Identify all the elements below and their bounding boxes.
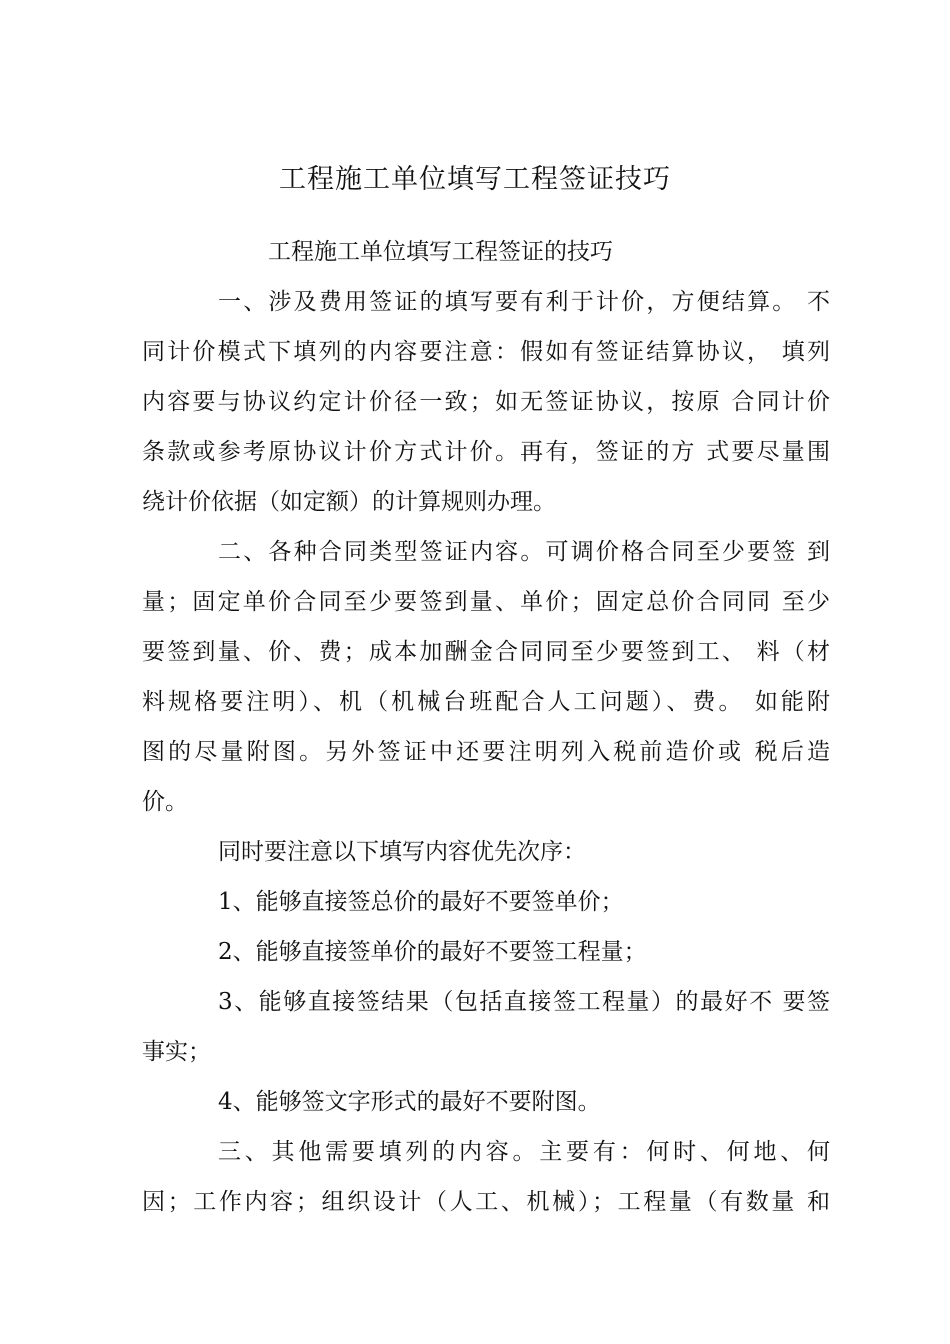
paragraph-line: 要签到量、价、费；成本加酬金合同同至少要签到工、 料（材 — [142, 639, 830, 665]
list-item: 3、能够直接签结果（包括直接签工程量）的最好不 要签 — [218, 989, 830, 1015]
paragraph-line: 价。 — [142, 789, 188, 815]
paragraph-line: 因；工作内容；组织设计（人工、机械）；工程量（有数量 和 — [142, 1189, 830, 1215]
paragraph-line: 同时要注意以下填写内容优先次序： — [218, 839, 586, 865]
paragraph-line: 同计价模式下填列的内容要注意：假如有签证结算协议， 填列 — [142, 339, 830, 365]
paragraph-line: 三、其他需要填列的内容。主要有：何时、何地、何 — [218, 1139, 830, 1165]
list-item: 2、能够直接签单价的最好不要签工程量； — [218, 939, 647, 965]
paragraph-line: 一、涉及费用签证的填写要有利于计价，方便结算。 不 — [218, 289, 830, 315]
paragraph-line: 量；固定单价合同至少要签到量、单价；固定总价合同同 至少 — [142, 589, 830, 615]
list-item: 4、能够签文字形式的最好不要附图。 — [218, 1089, 601, 1115]
list-item: 1、能够直接签总价的最好不要签单价； — [218, 889, 624, 915]
paragraph-line: 条款或参考原协议计价方式计价。再有，签证的方 式要尽量围 — [142, 439, 830, 465]
paragraph-line: 料规格要注明）、机（机械台班配合人工问题）、费。 如能附 — [142, 689, 830, 715]
paragraph-line: 图的尽量附图。另外签证中还要注明列入税前造价或 税后造 — [142, 739, 830, 765]
list-item-continuation: 事实； — [142, 1039, 211, 1065]
paragraph-line: 绕计价依据（如定额）的计算规则办理。 — [142, 489, 556, 515]
paragraph-line: 二、各种合同类型签证内容。可调价格合同至少要签 到 — [218, 539, 830, 565]
document-title: 工程施工单位填写工程签证技巧 — [279, 164, 671, 195]
document-subtitle: 工程施工单位填写工程签证的技巧 — [268, 239, 613, 265]
paragraph-line: 内容要与协议约定计价径一致；如无签证协议，按原 合同计价 — [142, 389, 830, 415]
